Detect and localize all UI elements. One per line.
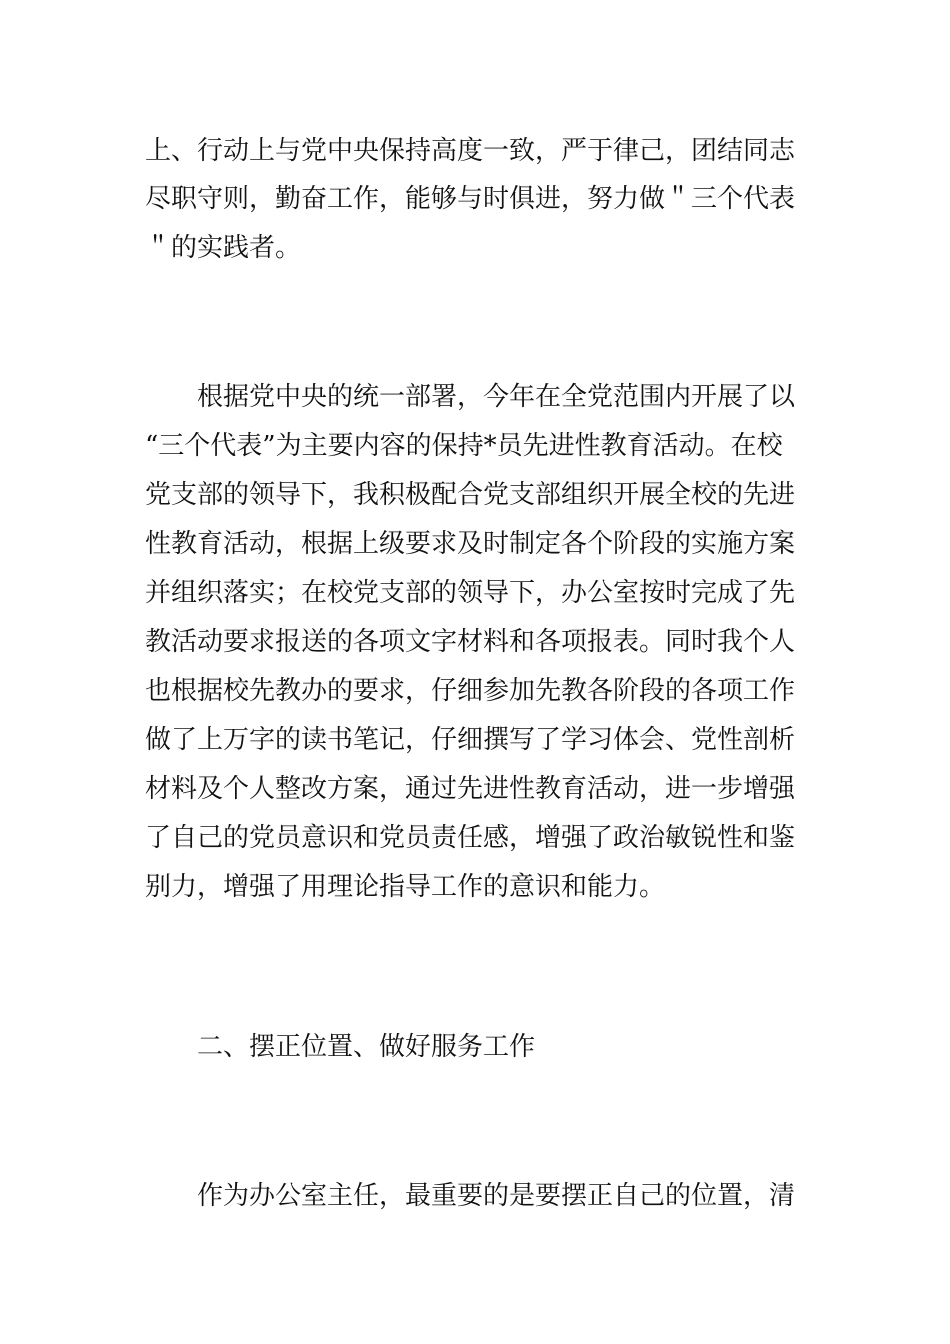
paragraph-2-line-3: 党支部的领导下，我积极配合党支部组织开展全校的先进 xyxy=(145,480,796,510)
paragraph-2-line-2: “三个代表”为主要内容的保持*员先进性教育活动。在校 xyxy=(145,431,783,461)
paragraph-2-line-5: 并组织落实；在校党支部的领导下，办公室按时完成了先 xyxy=(145,578,796,608)
paragraph-1-line-2: 尽职守则，勤奋工作，能够与时俱进，努力做＂三个代表 xyxy=(145,184,796,214)
paragraph-2-line-11: 别力，增强了用理论指导工作的意识和能力。 xyxy=(145,872,666,902)
paragraph-1-line-3: ＂的实践者。 xyxy=(145,233,302,263)
paragraph-2-line-1: 根据党中央的统一部署，今年在全党范围内开展了以 xyxy=(197,382,796,412)
paragraph-2-line-10: 了自己的党员意识和党员责任感，增强了政治敏锐性和鉴 xyxy=(145,823,796,853)
paragraph-2-line-7: 也根据校先教办的要求，仔细参加先教各阶段的各项工作 xyxy=(145,676,796,706)
section-heading-2: 二、摆正位置、做好服务工作 xyxy=(197,1032,536,1062)
paragraph-3-line-1: 作为办公室主任，最重要的是要摆正自己的位置，清 xyxy=(197,1181,796,1211)
paragraph-2-line-9: 材料及个人整改方案，通过先进性教育活动，进一步增强 xyxy=(145,774,796,804)
paragraph-1-line-1: 上、行动上与党中央保持高度一致，严于律己，团结同志 xyxy=(145,136,796,166)
paragraph-2-line-4: 性教育活动，根据上级要求及时制定各个阶段的实施方案 xyxy=(145,529,796,559)
paragraph-2-line-6: 教活动要求报送的各项文字材料和各项报表。同时我个人 xyxy=(145,627,796,657)
paragraph-2-line-8: 做了上万字的读书笔记，仔细撰写了学习体会、党性剖析 xyxy=(145,725,796,755)
